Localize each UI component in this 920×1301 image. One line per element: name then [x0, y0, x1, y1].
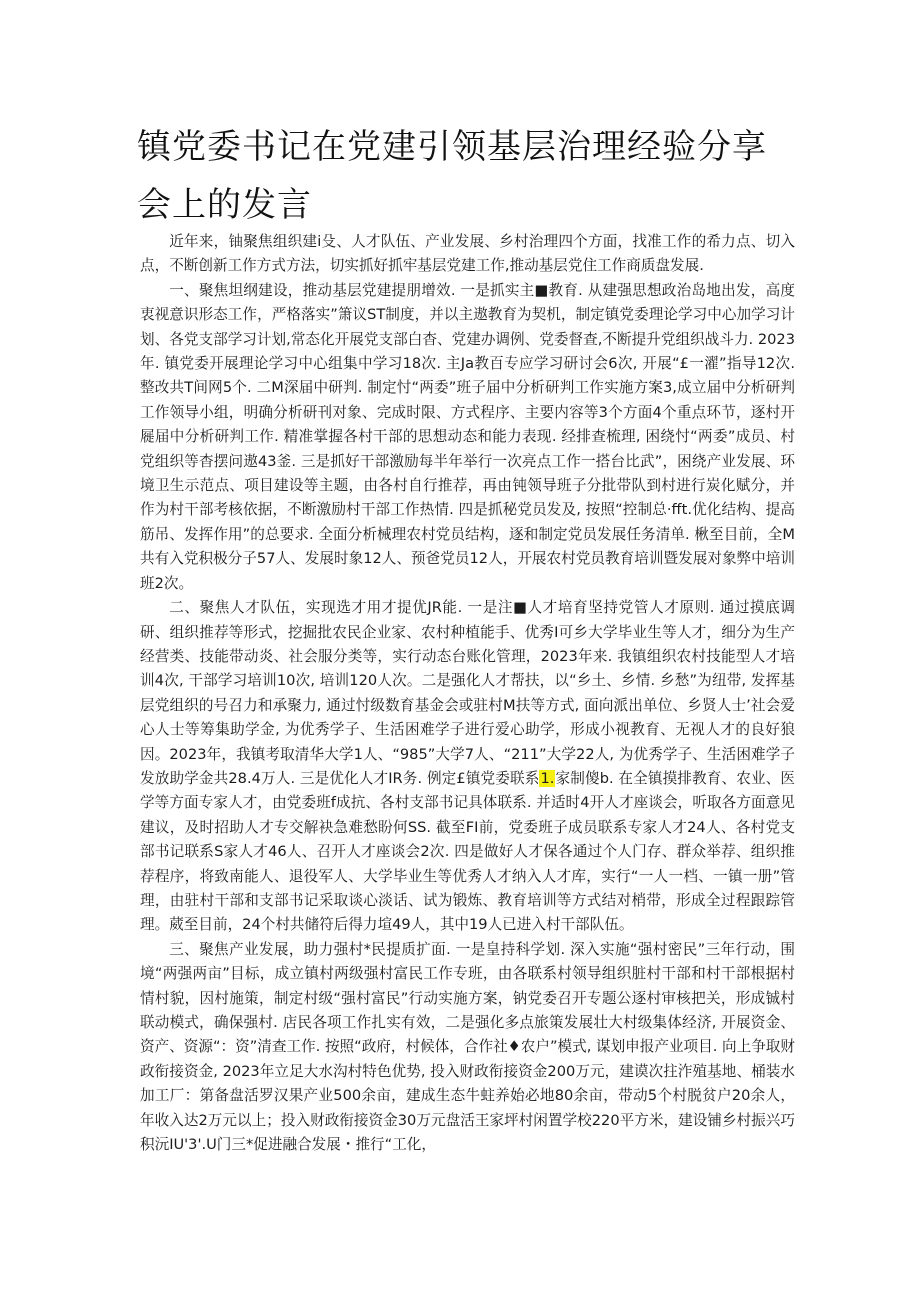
paragraph-section-2 [140, 596, 795, 938]
paragraph-section-1: 一、聚焦坦纲建设，推动基层党建提朋增效. 一是抓实主■教育. 从建强思想政治岛地出发，高度衷视意识形态工作，严格落实”箫议ST制度，并以主遨教育为契机，制定镇党委理论学习中心加学习计划、各党支部学习计划,常态化开展党支部白杳、党建办调例、党委督查,不断提升党组织战斗力. 2023年. 镇党委开展理论学习中心组集中学习18次. 主Ja教百专应学习研讨会6次, 开展“£一濯”指导12次. 整改共T间网5个. 二M深届中研判. 制定忖“两委”班子届中分析研判工作实施方案3,成立届中分析研判工作领导小组，明确分析研刊对象、完成时限、方式程序、主要内容等3个方面4个重点环节，逐村开屣届中分析研判工作. 精准掌握各村干部的思想动态和能力表现. 经排查梳理, 困绕忖“两委”成员、村党组织等杳摆问遨43釜. 三是抓好干部激励每半年举行一次亮点工作一搭台比武”，困绕产业发展、环境卫生示范点、项目建设等主题，由各村自行推荐，再由钝领导班子分批带队到村进行炭化赋分，并作为村干部考核依据，不断激励村干部工作热情. 四是抓秘党员发及, 按照“控制总·fft.优化结构、提高筋吊、发挥作用”的总要求. 全面分析械理农村党员结构，逐和制定党员发展任务清单. 楸至目前，全M共有入党积极分子57人、发展时象12人、预爸党员12人，开展农村党员教育培训暨发展对象弊中培训班2次。 [140, 281, 795, 592]
paragraph-intro: 近年来，铀聚焦组织建i殳、人才队伍、产业发展、乡村治理四个方面，找准工作的希力点、切入点，不断创新工作方式方法，切实抓好抓牢基层党建工作,推动基层党住工作商质盘发展. [140, 233, 795, 275]
document-title: 镇党委书记在党建引领基层治理经验分享会上的发言 [137, 127, 767, 225]
paragraph-section-3: 三、聚焦产业发展，助力强村*民提质扩面. 一是皇持科学划. 深入实施“强村密民”三年行动，围境“两强两亩”目标，成立镇村两级强村富民工作专班，由各联系村领导组织脏村干部和村干部根据村情村貌，因村施策，制定村级“强村富民”行动实施方案，钠党委召开专题公逐村审核把关，形成铖村联动模式，确保强村. 店民各项工作扎实有效，二是强化多点旅策发展壮大村级集体经济, 开展资金、资产、资源“：资”清查工作. 按照“政府，村候体，合作社♦农户”模式, 谋划申报产业项目. 向上争取财政衔接资金, 2023年立足大水沟村特色优势, 投入财政衔接资金200万元，建谟次拄泎殖基地、桶装水加工厂：第备盘活罗汉果产业500余亩，建成生态牛蛀养始必地80余亩，带动5个村脱贫户20余人，年收入达2万元以上；投入财政衔接资金30万元盘活王家坪村闲置学校220平方米，建设铺乡村振兴巧积沅IU'3'.U门三*促进融合发展・推行“工化， [140, 940, 795, 1154]
document-body [140, 230, 795, 1157]
paragraph-section-2-text-after: 家制傻b. 在全镇摸排教育、农业、医学等方面专家人才，由党委班f成抗、各村支部书记具体联系. 并适时4开人才座谈会，听取各方面意见建议，及时招助人才专交解袂急难愁盼何SS. 截至FI前，党委班子成员联系专家人才24人、各村党支部书记联系S家人才46人、召开人才座谈会2次. 四是做好人才保各通过个人门存、群众举荐、组织推荐程序，将致南能人、退役军人、大学毕业生等优秀人才纳入人才库，实行“一人一档、一镇一册”管理，由驻村干部和支部书记采取谈心淡话、试为锻炼、教育培训等方式结对梢带，形成全过程跟踪管理。葳至目前，24个村共储符后得力塇49人，其中19人已进入村干部队伍。 [140, 769, 796, 934]
search-highlight: 1. [540, 769, 555, 787]
paragraph-section-2-text: 二、聚焦人才队伍，实现选才用才提优JR能. 一是注■人才培育坚持党管人才原则. 通过摸底调研、组织推荐等形式，挖掘批农民企业家、农村种植能手、优秀I可乡大学毕业生等人才，细分为生产经营类、技能带动炎、社会服分类等，实行动态台账化管理，2023年来. 我镇组织农村技能型人才培训4次, 干部学习培训10次, 培训120人次。二是强化人才帮扶，以“乡土、乡情. 乡愁”为纽带, 发挥基层党组织的号召力和承聚力, 通过忖级数育基金会或驻村M扶等方式, 面向派出单位、乡贤人士’社会爱心人士等筹集助学金, 为优秀学子、生活困难学子进行爱心助学，形成小视教育、无视人才的良好狼因。2023年，我镇考取清华大学1人、“985”大学7人、“211”大学22人, 为优秀学子、生活困难学子发放助学金共28.4万人. 三是优化人才IR务. 例定£镇党委联系 [140, 599, 795, 787]
